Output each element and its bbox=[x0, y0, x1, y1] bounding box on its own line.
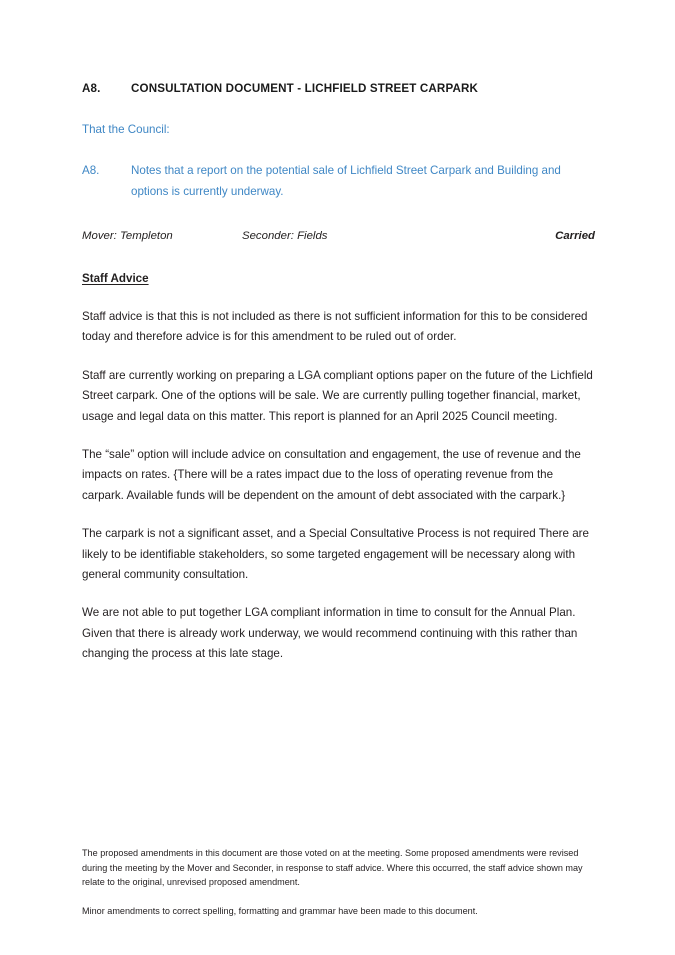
resolution-block bbox=[82, 161, 595, 202]
motion-mover: Mover: Templeton bbox=[82, 230, 173, 242]
motion-seconder: Seconder: Fields bbox=[242, 230, 328, 242]
staff-advice-paragraph: The carpark is not a significant asset, and a Special Consultative Process is not required There are likely to be identifiable stakeholders, so some targeted engagement will be necessary along with general community consultation. bbox=[82, 527, 589, 582]
resolution-lead-in: That the Council: bbox=[82, 123, 170, 136]
staff-advice-paragraph: The “sale” option will include advice on consultation and engagement, the use of revenue and the impacts on rates. {There will be a rates impact due to the loss of operating revenue from the carpark. Available funds will be dependent on the amount of debt associated with the carpark.} bbox=[82, 448, 581, 502]
staff-advice-paragraph: We are not able to put together LGA compliant information in time to consult for the Annual Plan. Given that there is already work underway, we would recommend continuing with this rather than changing the process at this late stage. bbox=[82, 606, 578, 661]
motion-outcome: Carried bbox=[555, 230, 595, 242]
resolution-text: Notes that a report on the potential sale of Lichfield Street Carpark and Building and options is currently underway. bbox=[131, 164, 561, 198]
staff-advice-paragraph: Staff are currently working on preparing a LGA compliant options paper on the future of the Lichfield Street carpark. One of the options will be sale. We are currently pulling together financial, market, usage and legal data on this matter. This report is planned for an April 2025 Council meeting. bbox=[82, 368, 593, 423]
resolution-number: A8. bbox=[82, 164, 100, 177]
staff-advice-heading: Staff Advice bbox=[82, 272, 149, 285]
agenda-item-title: CONSULTATION DOCUMENT - LICHFIELD STREET CARPARK bbox=[131, 82, 479, 95]
staff-advice-paragraph: Staff advice is that this is not included as there is not sufficient information for this to be considered today and therefore advice is for this amendment to be ruled out of order. bbox=[82, 310, 588, 344]
agenda-item-heading bbox=[82, 82, 595, 95]
footnote-text: The proposed amendments in this document are those voted on at the meeting. Some proposed amendments were revised during the meeting by the Mover and Seconder, in response to staff advice. Where this occurred, the staff advice shown may relate to the original, unrevised proposed amendment. bbox=[82, 848, 583, 888]
document-content bbox=[82, 82, 595, 665]
motion-line bbox=[82, 227, 595, 245]
staff-advice-body bbox=[82, 307, 595, 665]
page-footnotes bbox=[82, 846, 595, 918]
footnote-text: Minor amendments to correct spelling, formatting and grammar have been made to this document. bbox=[82, 905, 478, 916]
agenda-item-number: A8. bbox=[82, 82, 101, 95]
staff-advice-heading-wrap bbox=[82, 269, 595, 307]
